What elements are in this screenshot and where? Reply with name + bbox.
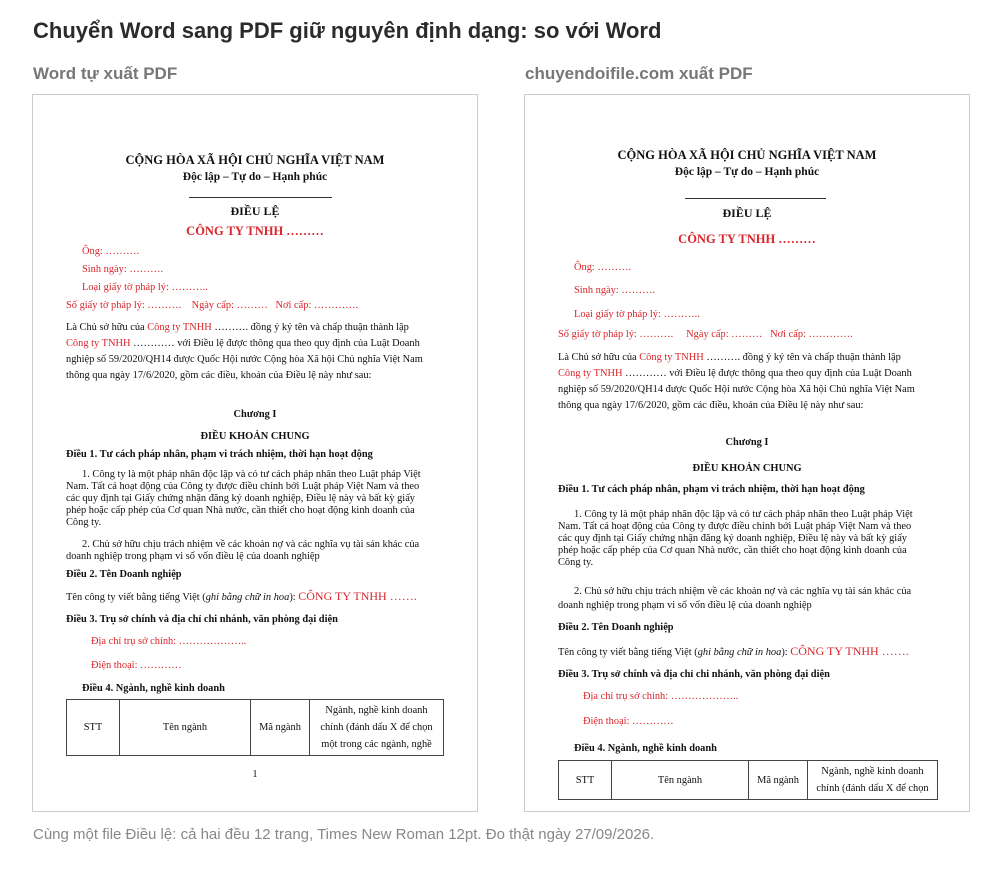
chapter-number: Chương I: [725, 437, 769, 448]
article-4-heading: Điều 4. Ngành, nghề kinh doanh: [574, 743, 717, 754]
chapter-number: Chương I: [233, 409, 277, 420]
word-pdf-page[interactable]: [32, 94, 478, 812]
business-table: [558, 760, 938, 800]
article-2-text: Tên công ty viết bằng tiếng Việt (ghi bằng chữ in hoa): CÔNG TY TNHH …….: [558, 644, 909, 658]
charter-heading: ĐIỀU LỆ: [230, 204, 280, 218]
page-number: 1: [252, 769, 258, 780]
table-header-name: Tên ngành: [612, 761, 749, 800]
table-header-row: [559, 761, 938, 800]
owner-id-line: Số giấy tờ pháp lý: ………. Ngày cấp: ……… Nơi cấp: ………….: [66, 300, 359, 311]
owner-id-type: Loại giấy tờ pháp lý: ………..: [82, 282, 208, 293]
phone-line: Điện thoại: …………: [583, 716, 674, 727]
converted-pdf-page[interactable]: [524, 94, 970, 812]
article-1-p1-l5: Công ty.: [558, 557, 594, 568]
owner-id-line: Số giấy tờ pháp lý: ………. Ngày cấp: ……… Nơi cấp: ………….: [558, 329, 853, 340]
owner-id-type: Loại giấy tờ pháp lý: ………..: [574, 309, 700, 320]
article-1-p1-l3: các quy định tại Giấy chứng nhận đăng ký doanh nghiệp, Điều lệ này và bất kỳ giấy: [558, 533, 908, 544]
motto: Độc lập – Tự do – Hạnh phúc: [674, 166, 820, 178]
article-2-text: Tên công ty viết bằng tiếng Việt (ghi bằng chữ in hoa): CÔNG TY TNHH …….: [66, 589, 417, 603]
article-1-p1-l2: Nam. Tất cả hoạt động của Công ty được điều chỉnh bởi Luật pháp Việt Nam và theo: [66, 481, 420, 492]
company-heading: CÔNG TY TNHH ………: [678, 232, 816, 246]
left-column-label: Word tự xuất PDF: [33, 64, 178, 83]
table-header-row: [67, 700, 444, 756]
article-1-p2-l2: doanh nghiệp trong phạm vi số vốn điều lệ của doanh nghiệp: [558, 600, 812, 611]
intro-line-1: Là Chủ sở hữu của Công ty TNHH ………. đồng ý ký tên và chấp thuận thành lập: [558, 352, 901, 363]
article-1-p1-l1: 1. Công ty là một pháp nhân độc lập và có tư cách pháp nhân theo Luật pháp Việt: [574, 509, 913, 520]
article-1-heading: Điều 1. Tư cách pháp nhân, phạm vi trách nhiệm, thời hạn hoạt động: [558, 484, 865, 495]
owner-name: Ông: ……….: [574, 262, 632, 273]
article-1-p2-l1: 2. Chủ sở hữu chịu trách nhiệm về các khoản nợ và các nghĩa vụ tài sản khác của: [574, 586, 912, 597]
right-column-label: chuyendoifile.com xuất PDF: [525, 64, 753, 83]
article-1-p1-l4: phép hoặc cấp phép của Cơ quan Nhà nước, cần thiết cho hoạt động kinh doanh của: [66, 505, 415, 516]
article-1-p1-l5: Công ty.: [66, 517, 102, 528]
intro-line-2: Công ty TNHH ………… với Điều lệ được thông qua theo quy định của Luật Doanh: [66, 338, 420, 349]
intro-line-4: thông qua ngày 17/6/2020, gồm các điều, khoản của Điều lệ này như sau:: [66, 370, 372, 381]
table-header-code: Mã ngành: [251, 700, 310, 756]
owner-dob: Sinh ngày: ……….: [82, 264, 164, 275]
intro-line-3: nghiệp số 59/2020/QH14 được Quốc Hội nước Cộng hòa Xã hội Chủ nghĩa Việt Nam: [558, 384, 915, 395]
article-1-p1-l4: phép hoặc cấp phép của Cơ quan Nhà nước, cần thiết cho hoạt động kinh doanh của: [558, 545, 907, 556]
national-title: CỘNG HÒA XÃ HỘI CHỦ NGHĨA VIỆT NAM: [125, 153, 385, 167]
page-title: Chuyển Word sang PDF giữ nguyên định dạng: so với Word: [33, 18, 662, 43]
article-2-heading: Điều 2. Tên Doanh nghiệp: [66, 569, 182, 580]
intro-line-3: nghiệp số 59/2020/QH14 được Quốc Hội nước Cộng hòa Xã hội Chủ nghĩa Việt Nam: [66, 354, 423, 365]
phone-line: Điện thoại: …………: [91, 660, 182, 671]
article-1-p1-l1: 1. Công ty là một pháp nhân độc lập và có tư cách pháp nhân theo Luật pháp Việt: [82, 469, 421, 480]
chapter-title: ĐIỀU KHOẢN CHUNG: [200, 431, 310, 442]
article-4-heading: Điều 4. Ngành, nghề kinh doanh: [82, 683, 225, 694]
title-underline: [189, 197, 332, 198]
table-header-code: Mã ngành: [749, 761, 808, 800]
address-line: Địa chỉ trụ sở chính: ………………..: [91, 636, 247, 647]
footer-caption: Cùng một file Điều lệ: cả hai đều 12 trang, Times New Roman 12pt. Đo thật ngày 27/09/2026.: [33, 826, 655, 843]
table-header-stt: STT: [559, 761, 612, 800]
intro-line-4: thông qua ngày 17/6/2020, gồm các điều, khoản của Điều lệ này như sau:: [558, 400, 864, 411]
article-1-p2-l2: doanh nghiệp trong phạm vi số vốn điều lệ của doanh nghiệp: [66, 551, 320, 562]
owner-name: Ông: ……….: [82, 246, 140, 257]
title-underline: [685, 198, 826, 199]
motto: Độc lập – Tự do – Hạnh phúc: [182, 171, 328, 183]
article-1-p2-l1: 2. Chủ sở hữu chịu trách nhiệm về các khoản nợ và các nghĩa vụ tài sản khác của: [82, 539, 420, 550]
intro-line-2: Công ty TNHH ………… với Điều lệ được thông qua theo quy định của Luật Doanh: [558, 368, 912, 379]
chapter-title: ĐIỀU KHOẢN CHUNG: [692, 463, 802, 474]
table-header-stt: STT: [67, 700, 120, 756]
article-3-heading: Điều 3. Trụ sở chính và địa chỉ chi nhánh, văn phòng đại diện: [66, 614, 338, 625]
intro-line-1: Là Chủ sở hữu của Công ty TNHH ………. đồng ý ký tên và chấp thuận thành lập: [66, 322, 409, 333]
national-title: CỘNG HÒA XÃ HỘI CHỦ NGHĨA VIỆT NAM: [617, 148, 877, 162]
table-header-main: Ngành, nghề kinh doanh chính (đánh dấu X để chọn một trong các ngành, nghề: [310, 700, 444, 756]
article-2-heading: Điều 2. Tên Doanh nghiệp: [558, 622, 674, 633]
article-1-p1-l3: các quy định tại Giấy chứng nhận đăng ký doanh nghiệp, Điều lệ này và bất kỳ giấy: [66, 493, 416, 504]
charter-heading: ĐIỀU LỆ: [722, 206, 772, 220]
owner-dob: Sinh ngày: ……….: [574, 285, 656, 296]
table-header-name: Tên ngành: [120, 700, 251, 756]
address-line: Địa chỉ trụ sở chính: ………………..: [583, 691, 739, 702]
article-1-p1-l2: Nam. Tất cả hoạt động của Công ty được điều chỉnh bởi Luật pháp Việt Nam và theo: [558, 521, 912, 532]
table-header-main: Ngành, nghề kinh doanh chính (đánh dấu X để chọn: [808, 761, 938, 800]
business-table: [66, 699, 444, 756]
article-3-heading: Điều 3. Trụ sở chính và địa chỉ chi nhánh, văn phòng đại diện: [558, 669, 830, 680]
article-1-heading: Điều 1. Tư cách pháp nhân, phạm vi trách nhiệm, thời hạn hoạt động: [66, 449, 373, 460]
company-heading: CÔNG TY TNHH ………: [186, 224, 324, 238]
